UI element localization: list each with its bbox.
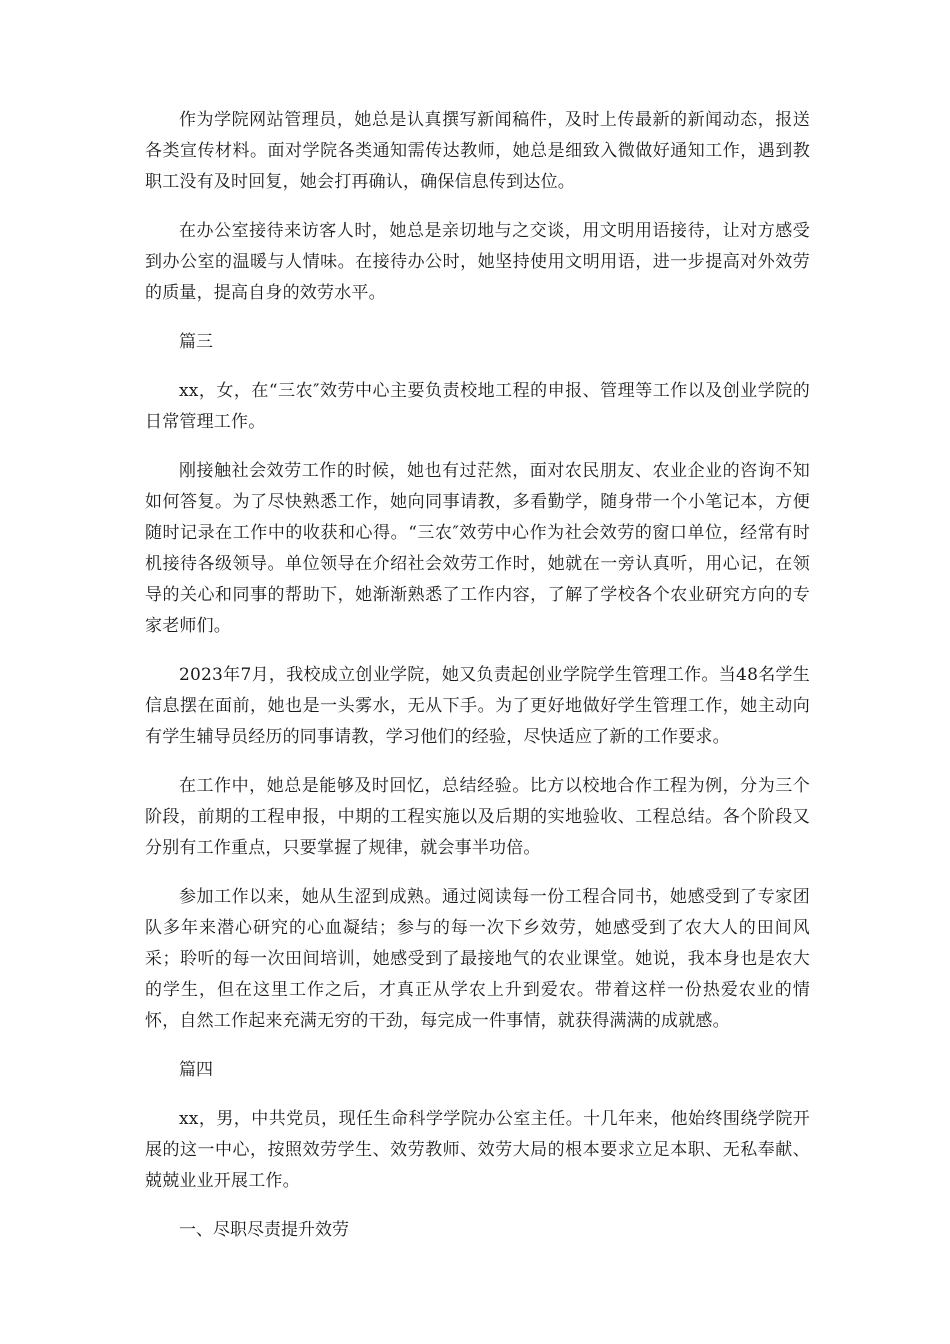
section-heading-part-three: 篇三 [179,332,213,352]
document-page [145,105,810,1264]
paragraph-website-admin: 作为学院网站管理员，她总是认真撰写新闻稿件，及时上传最新的新闻动态，报送各类宣传材料。面对学院各类通知需传达教师，她总是细致入微做好通知工作，遇到教职工没有及时回复，她会打再确认，确保信息传到达位。 [145,110,810,192]
paragraph-intro-male: xx，男，中共党员，现任生命科学学院办公室主任。十几年来，他始终围绕学院开展的这一中心，按照效劳学生、效劳教师、效劳大局的根本要求立足本职、无私奉献、兢兢业业开展工作。 [145,1109,810,1191]
paragraph-early-work: 刚接触社会效劳工作的时候，她也有过茫然，面对农民朋友、农业企业的咨询不知如何答复。为了尽快熟悉工作，她向同事请教，多看勤学，随身带一个小笔记本，方便随时记录在工作中的收获和心得。“三农″效劳中心作为社会效劳的窗口单位，经常有时机接待各级领导。单位领导在介绍社会效劳工作时，她就在一旁认真听，用心记，在领导的关心和同事的帮助下，她渐渐熟悉了工作内容，了解了学校各个农业研究方向的专家老师们。 [145,461,810,636]
paragraph-summary-experience: 在工作中，她总是能够及时回忆，总结经验。比方以校地合作工程为例，分为三个阶段，前期的工程申报，中期的工程实施以及后期的实地验收、工程总结。各个阶段又分别有工作重点，只要掌握了规律，就会事半功倍。 [145,776,810,858]
paragraph-reception: 在办公室接待来访客人时，她总是亲切地与之交谈，用文明用语接待，让对方感受到办公室的温暖与人情味。在接待办公时，她坚持使用文明用语，进一步提高对外效劳的质量，提高自身的效劳水平。 [145,221,810,303]
paragraph-growth: 参加工作以来，她从生涩到成熟。通过阅读每一份工程合同书，她感受到了专家团队多年来潜心研究的心血凝结；参与的每一次下乡效劳，她感受到了农大人的田间风采；聆听的每一次田间培训，她感受到了最接地气的农业课堂。她说，我本身也是农大的学生，但在这里工作之后，才真正从学农上升到爱农。带着这样一份热爱农业的情怀，自然工作起来充满无穷的干劲，每完成一件事情，就获得满满的成就感。 [145,887,810,1031]
subsection-heading-duty: 一、尽职尽责提升效劳 [179,1220,349,1240]
paragraph-startup-college: 2023年7月，我校成立创业学院，她又负责起创业学院学生管理工作。当48名学生信息摆在面前，她也是一头雾水，无从下手。为了更好地做好学生管理工作，她主动向有学生辅导员经历的同事请教，学习他们的经验，尽快适应了新的工作要求。 [145,665,810,747]
paragraph-intro-female: xx，女，在“三农″效劳中心主要负责校地工程的申报、管理等工作以及创业学院的日常管理工作。 [145,381,810,432]
section-heading-part-four: 篇四 [179,1060,213,1080]
